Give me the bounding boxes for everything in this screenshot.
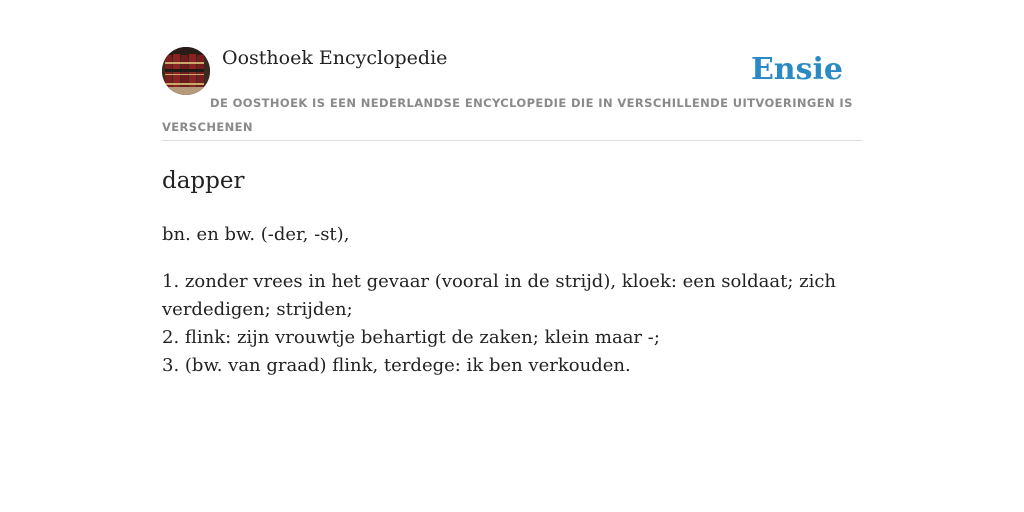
site-header — [162, 46, 862, 141]
ensie-logo-link[interactable]: Ensie — [750, 52, 843, 87]
entry-grammar: bn. en bw. (-der, -st), — [162, 224, 350, 245]
encyclopedia-books-avatar-icon[interactable] — [162, 47, 210, 95]
entry-sense-3: 3. (bw. van graad) flink, terdege: ik ben verkouden. — [162, 355, 631, 376]
books-image-icon — [162, 47, 210, 95]
site-description: DE OOSTHOEK IS EEN NEDERLANDSE ENCYCLOPEDIE DIE IN VERSCHILLENDE UITVOERINGEN IS VERSCHENEN — [162, 96, 853, 134]
page-container — [162, 46, 862, 380]
entry-headword: dapper — [162, 168, 245, 194]
entry-senses — [162, 268, 862, 380]
entry-sense-2: 2. flink: zijn vrouwtje behartigt de zaken; klein maar -; — [162, 327, 660, 348]
site-title[interactable]: Oosthoek Encyclopedie — [222, 47, 448, 69]
entry-sense-1: 1. zonder vrees in het gevaar (vooral in de strijd), kloek: een soldaat; zich verdedigen; strijden; — [162, 271, 837, 320]
